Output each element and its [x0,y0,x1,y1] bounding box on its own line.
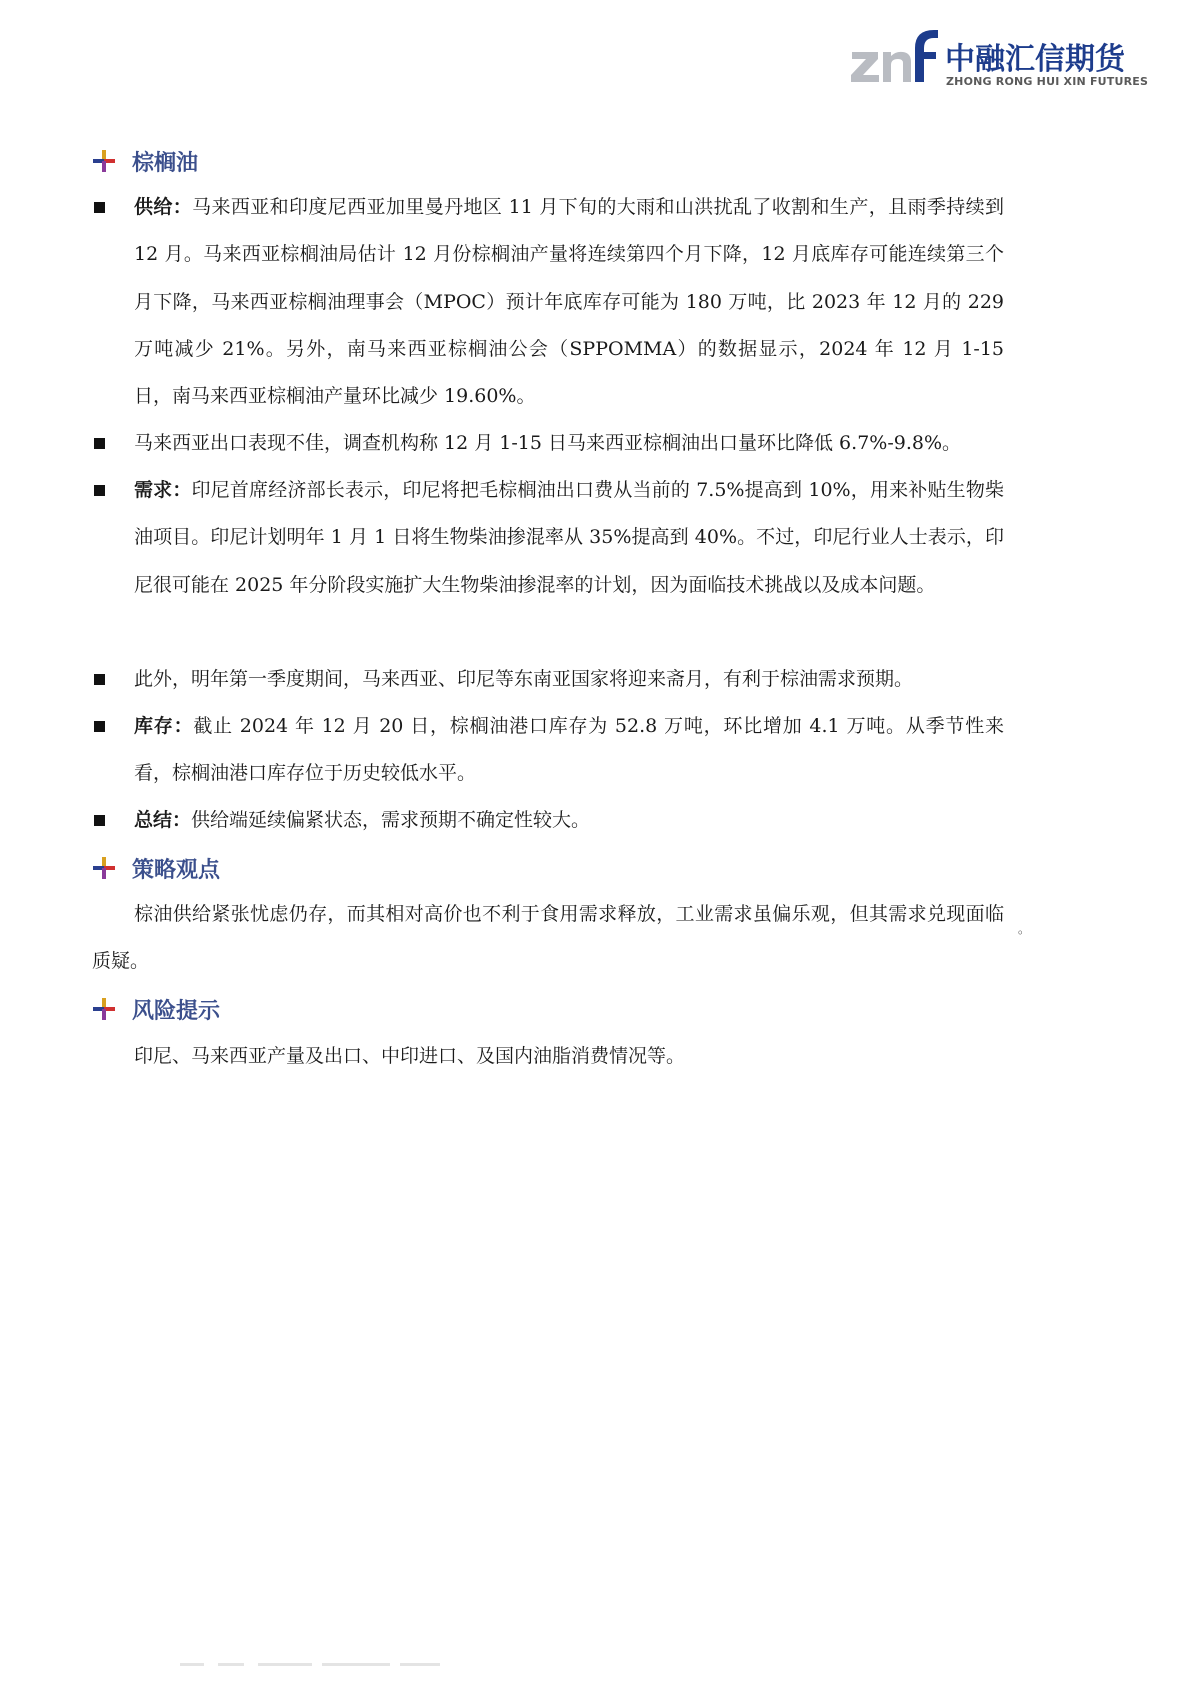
bullet-text: 供给端延续偏紧状态，需求预期不确定性较大。 [191,809,591,831]
section-palm-oil [92,141,198,181]
bullet-label: 库存： [134,715,194,737]
strategy-paragraph: 棕油供给紧张忧虑仍存，而其相对高价也不利于食用需求释放，工业需求虽偏乐观，但其需求兑现面临质疑。 [92,903,1004,973]
bullet-square-icon [94,202,105,213]
bullet-summary [134,797,1004,844]
bullet-ramadan [134,656,1004,703]
bullet-text: 印尼首席经济部长表示，印尼将把毛棕榈油出口费从当前的 7.5%提高到 10%，用来补贴生物柴油项目。印尼计划明年 1 月 1 日将生物柴油掺混率从 35%提高到 40%。不过，印尼行业人士表示，印尼很可能在 2025 年分阶段实施扩大生物柴油掺混率的计划，因为面临技术挑战以及成本问题。 [134,479,1004,596]
bullet-demand [134,467,1004,609]
bullet-square-icon [94,721,105,732]
section-title: 风险提示 [132,998,221,1024]
section-title: 策略观点 [132,857,221,883]
bullet-export [134,420,1004,467]
bullet-label: 供给： [134,196,193,218]
bullet-text: 马来西亚出口表现不佳，调查机构称 12 月 1-15 日马来西亚棕榈油出口量环比降低 6.7%-9.8%。 [134,432,962,454]
company-logo [850,28,1149,90]
bullet-square-icon [94,438,105,449]
stray-period-mark: 。 [1018,922,1031,936]
section-cross-icon [92,149,116,173]
bullet-supply [134,184,1004,420]
bullet-label: 总结： [134,809,192,831]
section-cross-icon [92,997,116,1021]
section-cross-icon [92,856,116,880]
bullet-square-icon [94,815,105,826]
section-risk [92,989,220,1029]
znf-logo-icon [850,28,940,90]
bullet-text: 此外，明年第一季度期间，马来西亚、印尼等东南亚国家将迎来斋月，有利于棕油需求预期。 [134,668,914,690]
footer-faint-marks [180,1662,460,1667]
section-strategy [92,848,220,888]
section-title: 棕榈油 [132,150,199,176]
bullet-square-icon [94,674,105,685]
logo-english-name: ZHONG RONG HUI XIN FUTURES [946,75,1149,88]
bullet-text: 截止 2024 年 12 月 20 日，棕榈油港口库存为 52.8 万吨，环比增加 4.1 万吨。从季节性来看，棕榈油港口库存位于历史较低水平。 [134,715,1004,785]
logo-chinese-name: 中融汇信期货 [945,42,1125,77]
bullet-text: 马来西亚和印度尼西亚加里曼丹地区 11 月下旬的大雨和山洪扰乱了收割和生产，且雨季持续到 12 月。马来西亚棕榈油局估计 12 月份棕榈油产量将连续第四个月下降，12 月底库存可能连续第三个月下降，马来西亚棕榈油理事会（MPOC）预计年底库存可能为 180 万吨，比 2023 年 12 月的 229 万吨减少 21%。另外，南马来西亚棕榈油公会（SPPOMMA）的数据显示，2024 年 12 月 1-15 日，南马来西亚棕榈油产量环比减少 19.60%。 [134,196,1004,408]
bullet-label: 需求： [134,479,192,501]
risk-paragraph: 印尼、马来西亚产量及出口、中印进口、及国内油脂消费情况等。 [134,1045,686,1067]
bullet-square-icon [94,485,105,496]
bullet-inventory [134,703,1004,798]
